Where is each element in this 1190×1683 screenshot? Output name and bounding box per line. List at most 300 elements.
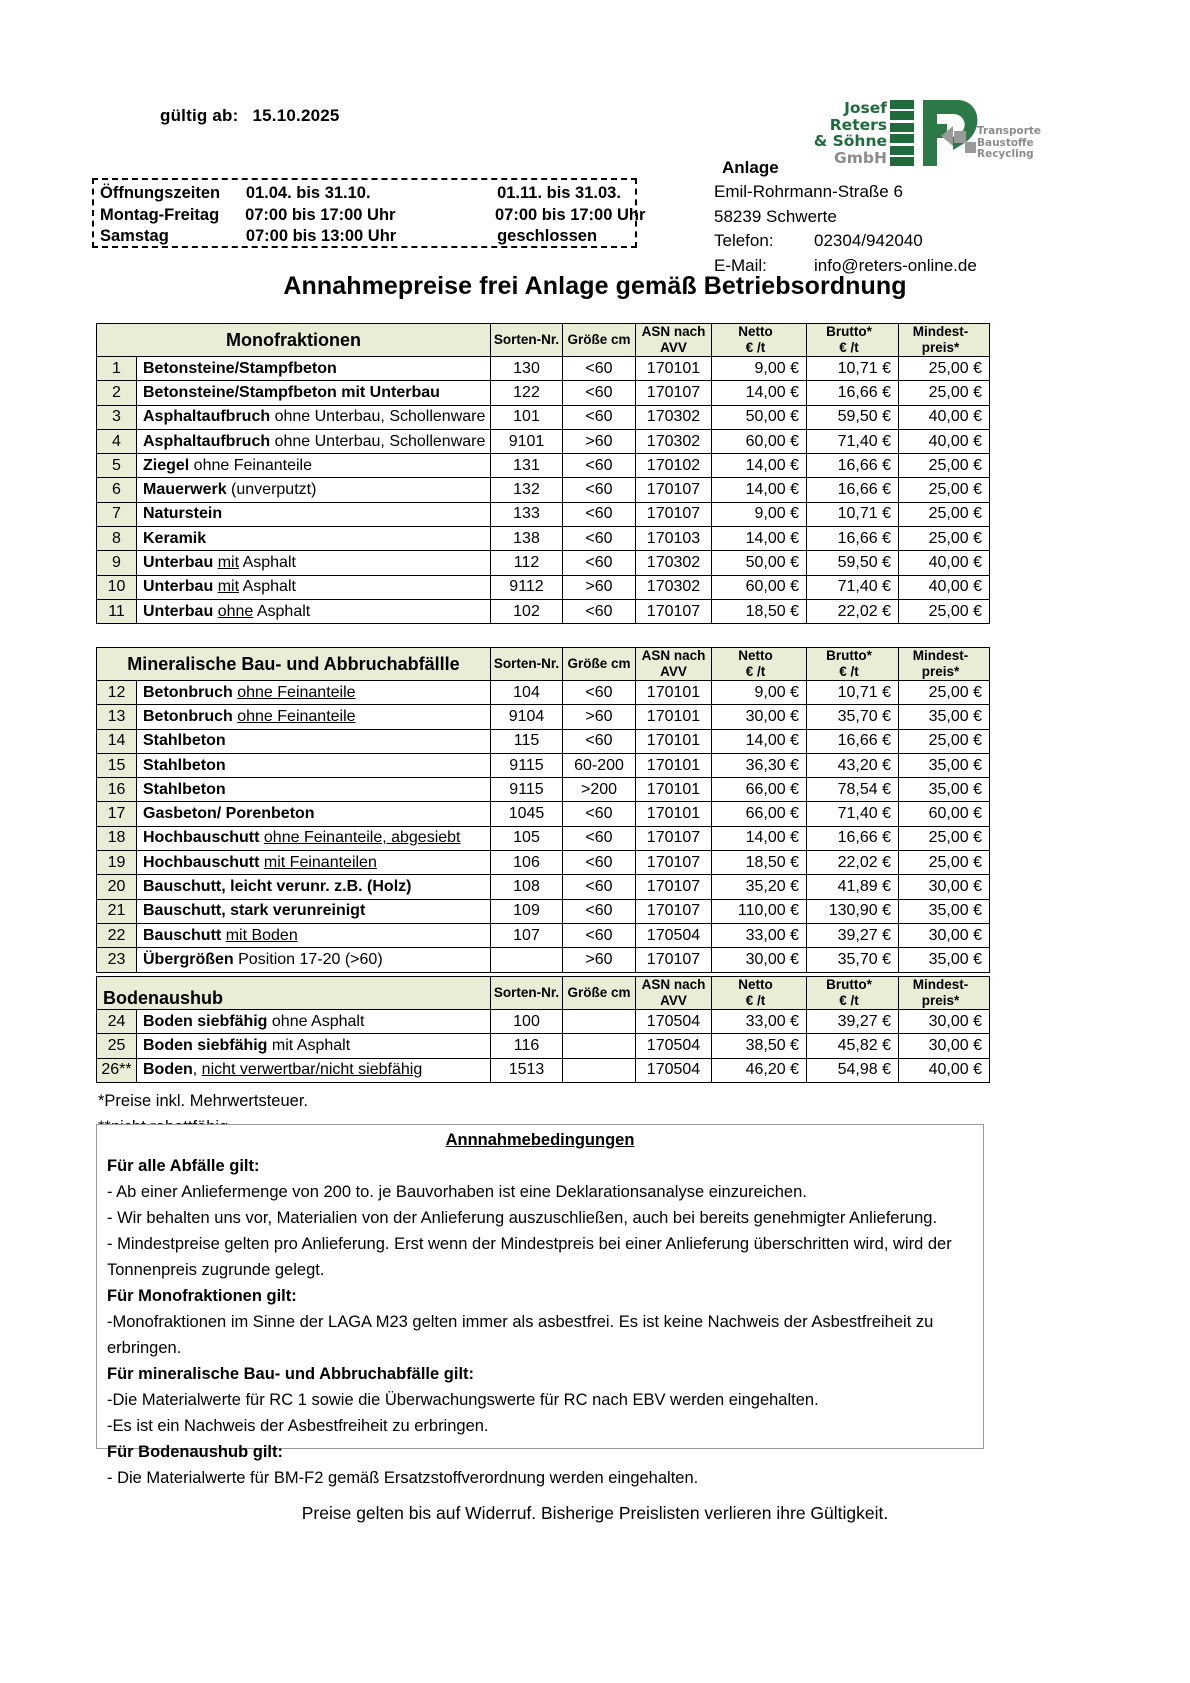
footnote-vat: *Preise inkl. Mehrwertsteuer. — [98, 1092, 308, 1110]
material-name: Asphaltaufbruch ohne Unterbau, Schollenware — [137, 429, 491, 453]
brutto-price: 71,40 € — [807, 575, 899, 599]
groesse-value: <60 — [563, 899, 636, 923]
sorten-nr-value: 104 — [491, 681, 563, 705]
netto-price: 18,50 € — [712, 851, 807, 875]
logo-service-3: Recycling — [977, 148, 1034, 160]
asn-value: 170107 — [636, 478, 712, 502]
row-number: 13 — [97, 705, 137, 729]
asn-value: 170107 — [636, 599, 712, 623]
mindestpreis: 25,00 € — [899, 729, 990, 753]
mindestpreis: 25,00 € — [899, 826, 990, 850]
mindestpreis: 30,00 € — [899, 923, 990, 947]
groesse-value: <60 — [563, 454, 636, 478]
material-name: Betonsteine/Stampfbeton — [137, 357, 491, 381]
groesse-value: <60 — [563, 826, 636, 850]
mindestpreis: 35,00 € — [899, 899, 990, 923]
mindestpreis: 40,00 € — [899, 551, 990, 575]
brutto-price: 39,27 € — [807, 1010, 899, 1034]
mindestpreis: 35,00 € — [899, 778, 990, 802]
table-group-title: Monofraktionen — [97, 324, 491, 357]
table-header-row — [97, 324, 990, 357]
netto-price: 33,00 € — [712, 923, 807, 947]
row-number: 9 — [97, 551, 137, 575]
brutto-price: 78,54 € — [807, 778, 899, 802]
material-name: Unterbau mit Asphalt — [137, 575, 491, 599]
opening-hours-row — [100, 183, 635, 205]
conditions-line: - Wir behalten uns vor, Materialien von der Anlieferung auszuschließen, auch bei bereits genehmigter Anlieferung. — [107, 1209, 938, 1227]
table-row — [97, 502, 990, 526]
opening-hours-row — [100, 226, 635, 248]
conditions-line: erbringen. — [107, 1339, 182, 1357]
mindestpreis: 40,00 € — [899, 405, 990, 429]
groesse-value: <60 — [563, 357, 636, 381]
brutto-price: 16,66 € — [807, 454, 899, 478]
groesse-value: >60 — [563, 575, 636, 599]
row-number: 21 — [97, 899, 137, 923]
groesse-value: >60 — [563, 705, 636, 729]
asn-value: 170302 — [636, 405, 712, 429]
netto-price: 110,00 € — [712, 899, 807, 923]
asn-value: 170101 — [636, 778, 712, 802]
column-header-groesse: Größe cm — [563, 977, 636, 1010]
row-number: 20 — [97, 875, 137, 899]
opening-hours-winter-period: 01.11. bis 31.03. — [497, 184, 621, 202]
mindestpreis: 30,00 € — [899, 875, 990, 899]
brutto-price: 130,90 € — [807, 899, 899, 923]
conditions-line: - Die Materialwerte für BM-F2 gemäß Ersatzstoffverordnung werden eingehalten. — [107, 1469, 699, 1487]
brutto-price: 16,66 € — [807, 826, 899, 850]
table-row — [97, 381, 990, 405]
conditions-line: - Mindestpreise gelten pro Anlieferung. Erst wenn der Mindestpreis bei einer Anlieferung überschritten wird, wird der — [107, 1235, 952, 1253]
asn-value: 170102 — [636, 454, 712, 478]
brutto-price: 10,71 € — [807, 502, 899, 526]
material-name: Stahlbeton — [137, 753, 491, 777]
groesse-value: <60 — [563, 729, 636, 753]
table-row — [97, 826, 990, 850]
row-number: 12 — [97, 681, 137, 705]
groesse-value: <60 — [563, 851, 636, 875]
row-number: 4 — [97, 429, 137, 453]
material-name: Betonsteine/Stampfbeton mit Unterbau — [137, 381, 491, 405]
brutto-price: 16,66 € — [807, 381, 899, 405]
page-title: Annahmepreise frei Anlage gemäß Betriebsordnung — [283, 272, 907, 300]
brutto-price: 59,50 € — [807, 405, 899, 429]
sorten-nr-value: 9101 — [491, 429, 563, 453]
conditions-line: Tonnenpreis zugrunde gelegt. — [107, 1261, 325, 1279]
sorten-nr-value: 131 — [491, 454, 563, 478]
footer-disclaimer: Preise gelten bis auf Widerruf. Bisherige Preislisten verlieren ihre Gültigkeit. — [301, 1503, 889, 1523]
netto-price: 14,00 € — [712, 826, 807, 850]
brutto-price: 16,66 € — [807, 527, 899, 551]
groesse-value: <60 — [563, 405, 636, 429]
opening-hours-row — [100, 205, 646, 227]
row-number: 2 — [97, 381, 137, 405]
conditions-heading: Für Monofraktionen gilt: — [107, 1287, 297, 1305]
material-name: Naturstein — [137, 502, 491, 526]
opening-hours-saturday-label: Samstag — [100, 227, 169, 245]
column-header-netto: Netto € /t — [712, 977, 807, 1010]
asn-value: 170504 — [636, 1034, 712, 1058]
logo-bars-icon — [890, 100, 914, 166]
sorten-nr-value: 138 — [491, 527, 563, 551]
column-header-sorten-nr: Sorten-Nr. — [491, 648, 563, 681]
row-number: 5 — [97, 454, 137, 478]
asn-value: 170107 — [636, 826, 712, 850]
groesse-value — [563, 1058, 636, 1082]
asn-value: 170302 — [636, 551, 712, 575]
conditions-heading: Für alle Abfälle gilt: — [107, 1157, 260, 1175]
sorten-nr-value: 115 — [491, 729, 563, 753]
sorten-nr-value: 107 — [491, 923, 563, 947]
sorten-nr-value — [491, 948, 563, 972]
netto-price: 50,00 € — [712, 551, 807, 575]
row-number: 18 — [97, 826, 137, 850]
brutto-price: 43,20 € — [807, 753, 899, 777]
material-name: Boden siebfähig mit Asphalt — [137, 1034, 491, 1058]
brutto-price: 71,40 € — [807, 802, 899, 826]
sorten-nr-value: 100 — [491, 1010, 563, 1034]
asn-value: 170107 — [636, 502, 712, 526]
column-header-netto: Netto € /t — [712, 648, 807, 681]
logo-line-4: GmbH — [834, 148, 887, 167]
row-number: 16 — [97, 778, 137, 802]
table-row — [97, 851, 990, 875]
groesse-value: <60 — [563, 681, 636, 705]
groesse-value — [563, 1034, 636, 1058]
groesse-value: <60 — [563, 527, 636, 551]
table-row — [97, 575, 990, 599]
logo-wordmark — [795, 100, 887, 166]
material-name: Keramik — [137, 527, 491, 551]
netto-price: 60,00 € — [712, 429, 807, 453]
conditions-heading: Für mineralische Bau- und Abbruchabfälle gilt: — [107, 1365, 475, 1383]
asn-value: 170504 — [636, 923, 712, 947]
table-row — [97, 1058, 990, 1082]
logo-line-2: Reters — [829, 115, 887, 134]
brutto-price: 22,02 € — [807, 851, 899, 875]
column-header-asn: ASN nach AVV — [636, 977, 712, 1010]
asn-value: 170101 — [636, 729, 712, 753]
opening-hours-box — [92, 178, 646, 248]
conditions-line: - Ab einer Anliefermenge von 200 to. je Bauvorhaben ist eine Deklarationsanalyse einzureichen. — [107, 1183, 807, 1201]
brutto-price: 41,89 € — [807, 875, 899, 899]
address-street: Emil-Rohrmann-Straße 6 — [714, 182, 903, 201]
asn-value: 170107 — [636, 899, 712, 923]
table-row — [97, 454, 990, 478]
price-table-1 — [96, 323, 990, 624]
material-name: Stahlbeton — [137, 778, 491, 802]
row-number: 15 — [97, 753, 137, 777]
netto-price: 30,00 € — [712, 948, 807, 972]
opening-hours-label: Öffnungszeiten — [100, 184, 221, 202]
row-number: 10 — [97, 575, 137, 599]
row-number: 19 — [97, 851, 137, 875]
logo-line-3: & Söhne — [813, 132, 887, 150]
table-row — [97, 405, 990, 429]
table-group-title: Bodenaushub — [97, 977, 491, 1010]
table-row — [97, 478, 990, 502]
table-row — [97, 599, 990, 623]
asn-value: 170101 — [636, 681, 712, 705]
email-value: info@reters-online.de — [814, 255, 977, 275]
table-row — [97, 527, 990, 551]
column-header-brutto: Brutto* € /t — [807, 648, 899, 681]
valid-from-date: 15.10.2025 — [252, 106, 340, 125]
column-header-mindestpreis: Mindest- preis* — [899, 324, 990, 357]
column-header-mindestpreis: Mindest- preis* — [899, 977, 990, 1010]
groesse-value: 60-200 — [563, 753, 636, 777]
table-row — [97, 802, 990, 826]
logo-services-text — [977, 126, 1041, 161]
table-row — [97, 875, 990, 899]
conditions-heading: Für Bodenaushub gilt: — [107, 1443, 283, 1461]
column-header-brutto: Brutto* € /t — [807, 977, 899, 1010]
table-row — [97, 357, 990, 381]
mindestpreis: 25,00 € — [899, 478, 990, 502]
table-row — [97, 551, 990, 575]
mindestpreis: 35,00 € — [899, 948, 990, 972]
row-number: 22 — [97, 923, 137, 947]
column-header-asn: ASN nach AVV — [636, 648, 712, 681]
netto-price: 50,00 € — [712, 405, 807, 429]
sorten-nr-value: 130 — [491, 357, 563, 381]
conditions-content — [107, 1153, 973, 1491]
mindestpreis: 25,00 € — [899, 527, 990, 551]
sorten-nr-value: 101 — [491, 405, 563, 429]
netto-price: 14,00 € — [712, 729, 807, 753]
row-number: 1 — [97, 357, 137, 381]
sorten-nr-value: 9104 — [491, 705, 563, 729]
opening-hours-saturday-summer: 07:00 bis 13:00 Uhr — [245, 227, 397, 245]
groesse-value: <60 — [563, 478, 636, 502]
opening-hours-weekday-label: Montag-Freitag — [100, 205, 220, 224]
netto-price: 35,20 € — [712, 875, 807, 899]
valid-from-label: gültig ab: — [160, 106, 239, 125]
groesse-value: >60 — [563, 948, 636, 972]
material-name: Bauschutt, leicht verunr. z.B. (Holz) — [137, 875, 491, 899]
asn-value: 170107 — [636, 948, 712, 972]
brutto-price: 16,66 € — [807, 729, 899, 753]
table-row — [97, 729, 990, 753]
sorten-nr-value: 1045 — [491, 802, 563, 826]
table-row — [97, 778, 990, 802]
mindestpreis: 25,00 € — [899, 454, 990, 478]
brutto-price: 45,82 € — [807, 1034, 899, 1058]
sorten-nr-value: 9115 — [491, 778, 563, 802]
mindestpreis: 25,00 € — [899, 851, 990, 875]
groesse-value: <60 — [563, 381, 636, 405]
row-number: 14 — [97, 729, 137, 753]
netto-price: 9,00 € — [712, 502, 807, 526]
table-row — [97, 923, 990, 947]
netto-price: 30,00 € — [712, 705, 807, 729]
mindestpreis: 35,00 € — [899, 705, 990, 729]
asn-value: 170504 — [636, 1058, 712, 1082]
column-header-sorten-nr: Sorten-Nr. — [491, 977, 563, 1010]
netto-price: 14,00 € — [712, 527, 807, 551]
brutto-price: 39,27 € — [807, 923, 899, 947]
acceptance-conditions-box — [96, 1124, 984, 1487]
mindestpreis: 60,00 € — [899, 802, 990, 826]
netto-price: 14,00 € — [712, 478, 807, 502]
company-logo — [795, 99, 1042, 168]
sorten-nr-value: 133 — [491, 502, 563, 526]
material-name: Betonbruch ohne Feinanteile — [137, 681, 491, 705]
table-row — [97, 753, 990, 777]
netto-price: 66,00 € — [712, 802, 807, 826]
sorten-nr-value: 106 — [491, 851, 563, 875]
material-name: Gasbeton/ Porenbeton — [137, 802, 491, 826]
brutto-price: 16,66 € — [807, 478, 899, 502]
column-header-groesse: Größe cm — [563, 324, 636, 357]
column-header-mindestpreis: Mindest- preis* — [899, 648, 990, 681]
row-number: 7 — [97, 502, 137, 526]
logo-service-2: Baustoffe — [977, 136, 1034, 149]
table-row — [97, 1010, 990, 1034]
material-name: Hochbauschutt ohne Feinanteile, abgesiebt — [137, 826, 491, 850]
asn-value: 170101 — [636, 705, 712, 729]
netto-price: 9,00 € — [712, 357, 807, 381]
row-number: 23 — [97, 948, 137, 972]
groesse-value: <60 — [563, 551, 636, 575]
netto-price: 36,30 € — [712, 753, 807, 777]
mindestpreis: 25,00 € — [899, 502, 990, 526]
address-phone-row — [714, 229, 977, 254]
row-number: 26** — [97, 1058, 137, 1082]
netto-price: 9,00 € — [712, 681, 807, 705]
table-header-row — [97, 977, 990, 1010]
row-number: 11 — [97, 599, 137, 623]
asn-value: 170101 — [636, 357, 712, 381]
sorten-nr-value: 102 — [491, 599, 563, 623]
table-row — [97, 705, 990, 729]
sorten-nr-value: 122 — [491, 381, 563, 405]
material-name: Hochbauschutt mit Feinanteilen — [137, 851, 491, 875]
logo-service-1: Transporte — [977, 125, 1042, 137]
groesse-value: <60 — [563, 502, 636, 526]
column-header-sorten-nr: Sorten-Nr. — [491, 324, 563, 357]
netto-price: 46,20 € — [712, 1058, 807, 1082]
material-name: Bauschutt, stark verunreinigt — [137, 899, 491, 923]
material-name: Ziegel ohne Feinanteile — [137, 454, 491, 478]
material-name: Unterbau mit Asphalt — [137, 551, 491, 575]
opening-hours-saturday-winter: geschlossen — [497, 227, 598, 245]
row-number: 6 — [97, 478, 137, 502]
netto-price: 14,00 € — [712, 381, 807, 405]
mindestpreis: 40,00 € — [899, 1058, 990, 1082]
table-row — [97, 429, 990, 453]
material-name: Unterbau ohne Asphalt — [137, 599, 491, 623]
phone-value: 02304/942040 — [814, 231, 923, 250]
asn-value: 170107 — [636, 851, 712, 875]
material-name: Asphaltaufbruch ohne Unterbau, Schollenware — [137, 405, 491, 429]
groesse-value: <60 — [563, 599, 636, 623]
mindestpreis: 40,00 € — [899, 575, 990, 599]
phone-label: Telefon: — [714, 231, 774, 250]
opening-hours-summer-period: 01.04. bis 31.10. — [245, 184, 371, 202]
sorten-nr-value: 132 — [491, 478, 563, 502]
email-label: E-Mail: — [714, 255, 767, 275]
material-name: Übergrößen Position 17-20 (>60) — [137, 948, 491, 972]
groesse-value: <60 — [563, 802, 636, 826]
address-city: 58239 Schwerte — [714, 206, 837, 226]
netto-price: 18,50 € — [712, 599, 807, 623]
table-row — [97, 681, 990, 705]
groesse-value: >200 — [563, 778, 636, 802]
asn-value: 170101 — [636, 802, 712, 826]
row-number: 17 — [97, 802, 137, 826]
column-header-brutto: Brutto* € /t — [807, 324, 899, 357]
mindestpreis: 35,00 € — [899, 753, 990, 777]
asn-value: 170107 — [636, 875, 712, 899]
price-table-2 — [96, 647, 990, 973]
mindestpreis: 40,00 € — [899, 429, 990, 453]
asn-value: 170302 — [636, 429, 712, 453]
groesse-value — [563, 1010, 636, 1034]
table-group-title: Mineralische Bau- und Abbruchabfällle — [97, 648, 491, 681]
price-table-3 — [96, 976, 990, 1083]
row-number: 24 — [97, 1010, 137, 1034]
valid-from-line — [160, 106, 340, 126]
netto-price: 14,00 € — [712, 454, 807, 478]
mindestpreis: 25,00 € — [899, 381, 990, 405]
brutto-price: 54,98 € — [807, 1058, 899, 1082]
mindestpreis: 30,00 € — [899, 1010, 990, 1034]
material-name: Stahlbeton — [137, 729, 491, 753]
table-row — [97, 899, 990, 923]
groesse-value: <60 — [563, 875, 636, 899]
brutto-price: 71,40 € — [807, 429, 899, 453]
material-name: Mauerwerk (unverputzt) — [137, 478, 491, 502]
brutto-price: 10,71 € — [807, 357, 899, 381]
netto-price: 66,00 € — [712, 778, 807, 802]
asn-value: 170302 — [636, 575, 712, 599]
column-header-groesse: Größe cm — [563, 648, 636, 681]
company-address — [714, 180, 977, 278]
netto-price: 38,50 € — [712, 1034, 807, 1058]
sorten-nr-value: 1513 — [491, 1058, 563, 1082]
opening-hours-weekday-winter: 07:00 bis 17:00 Uhr — [495, 205, 646, 224]
table-header-row — [97, 648, 990, 681]
brutto-price: 22,02 € — [807, 599, 899, 623]
material-name: Boden siebfähig ohne Asphalt — [137, 1010, 491, 1034]
conditions-line: -Monofraktionen im Sinne der LAGA M23 gelten immer als asbestfrei. Es ist keine Nachweis der Asbestfreiheit zu — [107, 1313, 934, 1331]
table-row — [97, 948, 990, 972]
material-name: Bauschutt mit Boden — [137, 923, 491, 947]
sorten-nr-value: 9115 — [491, 753, 563, 777]
asn-value: 170103 — [636, 527, 712, 551]
mindestpreis: 25,00 € — [899, 357, 990, 381]
row-number: 8 — [97, 527, 137, 551]
sorten-nr-value: 112 — [491, 551, 563, 575]
netto-price: 33,00 € — [712, 1010, 807, 1034]
sorten-nr-value: 108 — [491, 875, 563, 899]
conditions-title: Annnahmebedingungen — [445, 1131, 635, 1149]
mindestpreis: 25,00 € — [899, 681, 990, 705]
asn-value: 170504 — [636, 1010, 712, 1034]
brutto-price: 35,70 € — [807, 705, 899, 729]
logo-line-1: Josef — [844, 99, 887, 117]
asn-value: 170107 — [636, 381, 712, 405]
table-row — [97, 1034, 990, 1058]
groesse-value: >60 — [563, 429, 636, 453]
sorten-nr-value: 105 — [491, 826, 563, 850]
mindestpreis: 25,00 € — [899, 599, 990, 623]
brutto-price: 59,50 € — [807, 551, 899, 575]
sorten-nr-value: 109 — [491, 899, 563, 923]
sorten-nr-value: 9112 — [491, 575, 563, 599]
row-number: 3 — [97, 405, 137, 429]
